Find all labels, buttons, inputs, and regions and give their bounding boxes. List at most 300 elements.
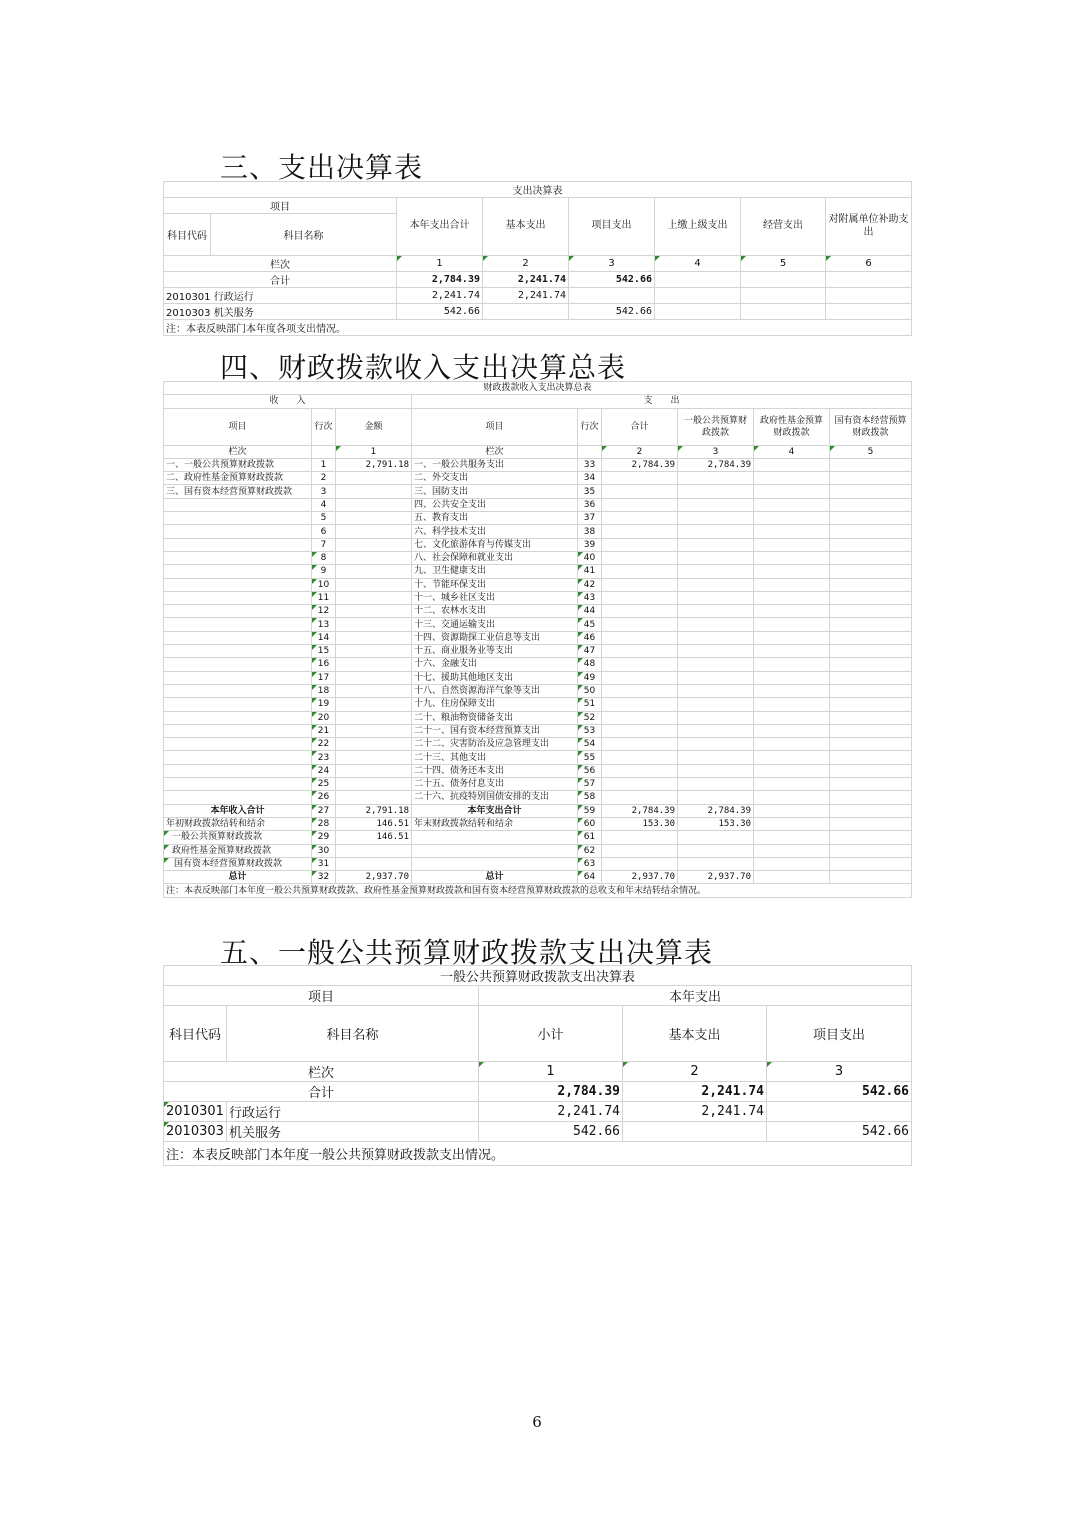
row-name: 机关服务 bbox=[227, 1122, 479, 1142]
cell bbox=[655, 304, 741, 320]
header-col: 项目支出 bbox=[569, 198, 655, 256]
table-row bbox=[164, 658, 912, 671]
income-item-cell bbox=[164, 631, 312, 644]
table-row bbox=[164, 591, 912, 604]
line-number-cell: 50 bbox=[578, 684, 602, 697]
table-row bbox=[164, 498, 912, 511]
fund-cell bbox=[754, 618, 830, 631]
table-row bbox=[164, 698, 912, 711]
table-row bbox=[164, 711, 912, 724]
expense-item-cell: 四、公共安全支出 bbox=[412, 498, 578, 511]
table-row bbox=[164, 538, 912, 551]
col-number: 3 bbox=[767, 1062, 912, 1082]
expense-item-cell: 十、节能环保支出 bbox=[412, 578, 578, 591]
lanci-label: 栏次 bbox=[164, 1062, 479, 1082]
fund-cell bbox=[754, 751, 830, 764]
income-item-cell: 三、国有资本经营预算财政拨款 bbox=[164, 485, 312, 498]
section-3-title: 三、支出决算表 bbox=[220, 151, 424, 184]
amount-cell bbox=[336, 512, 412, 525]
general-cell bbox=[678, 538, 754, 551]
header-item: 项目 bbox=[164, 408, 312, 445]
general-cell bbox=[678, 711, 754, 724]
line-number-cell: 41 bbox=[578, 565, 602, 578]
total-cell bbox=[602, 605, 678, 618]
sub-label: 政府性基金预算财政拨款 bbox=[164, 844, 312, 857]
col-number: 4 bbox=[754, 445, 830, 458]
expense-item-cell: 二十一、国有资本经营预算支出 bbox=[412, 724, 578, 737]
line-number-cell: 39 bbox=[578, 538, 602, 551]
general-cell bbox=[678, 778, 754, 791]
line-number-cell: 43 bbox=[578, 591, 602, 604]
grand-general: 2,937.70 bbox=[678, 871, 754, 884]
general-cell bbox=[678, 498, 754, 511]
amount-cell bbox=[336, 711, 412, 724]
table-row bbox=[164, 605, 912, 618]
general-cell bbox=[678, 684, 754, 697]
income-item-cell bbox=[164, 565, 312, 578]
lanci-label: 栏次 bbox=[412, 445, 578, 458]
expense-item-cell: 二十三、其他支出 bbox=[412, 751, 578, 764]
table-row bbox=[164, 512, 912, 525]
lanci-label: 栏次 bbox=[164, 445, 312, 458]
total-cell: 2,241.74 bbox=[623, 1082, 767, 1102]
header-amount: 金额 bbox=[336, 408, 412, 445]
state-cell bbox=[830, 645, 912, 658]
total-cell: 2,241.74 bbox=[483, 272, 569, 288]
amount-cell bbox=[336, 525, 412, 538]
total-cell bbox=[602, 591, 678, 604]
income-item-cell bbox=[164, 738, 312, 751]
general-cell: 2,784.39 bbox=[678, 458, 754, 471]
total-cell bbox=[602, 738, 678, 751]
state-cell bbox=[830, 618, 912, 631]
total-cell bbox=[741, 272, 826, 288]
expense-item-cell: 二十五、债务付息支出 bbox=[412, 778, 578, 791]
table-row bbox=[164, 578, 912, 591]
line-number-cell: 19 bbox=[312, 698, 336, 711]
line-number-cell: 47 bbox=[578, 645, 602, 658]
amount-cell bbox=[336, 738, 412, 751]
table-row bbox=[164, 631, 912, 644]
col-number: 5 bbox=[741, 256, 826, 272]
line-number-cell: 15 bbox=[312, 645, 336, 658]
income-item-cell bbox=[164, 645, 312, 658]
line-number-cell: 1 bbox=[312, 458, 336, 471]
header-state: 国有资本经营预算财政拨款 bbox=[830, 408, 912, 445]
end-general: 153.30 bbox=[678, 817, 754, 830]
line-number-cell: 3 bbox=[312, 485, 336, 498]
fund-cell bbox=[754, 591, 830, 604]
total-cell bbox=[602, 565, 678, 578]
header-item: 项目 bbox=[412, 408, 578, 445]
amount-cell bbox=[336, 778, 412, 791]
state-cell bbox=[830, 565, 912, 578]
line-number: 61 bbox=[578, 831, 602, 844]
total-cell bbox=[602, 551, 678, 564]
income-item-cell bbox=[164, 498, 312, 511]
amount-cell bbox=[336, 578, 412, 591]
expense-item-cell: 十九、住房保障支出 bbox=[412, 698, 578, 711]
total-cell bbox=[655, 272, 741, 288]
fund-cell bbox=[754, 671, 830, 684]
line-number-cell: 58 bbox=[578, 791, 602, 804]
fund-cell bbox=[754, 538, 830, 551]
line-number-cell: 25 bbox=[312, 778, 336, 791]
income-item-cell bbox=[164, 791, 312, 804]
line-number-cell: 46 bbox=[578, 631, 602, 644]
table-caption: 一般公共预算财政拨款支出决算表 bbox=[164, 966, 912, 986]
line-number: 60 bbox=[578, 817, 602, 830]
general-cell bbox=[678, 631, 754, 644]
table-row bbox=[164, 288, 912, 304]
expense-item-cell: 十八、自然资源海洋气象等支出 bbox=[412, 684, 578, 697]
col-number: 2 bbox=[483, 256, 569, 272]
line-number-cell: 9 bbox=[312, 565, 336, 578]
expense-item-cell: 二十、粮油物资储备支出 bbox=[412, 711, 578, 724]
line-number: 32 bbox=[312, 871, 336, 884]
header-col: 项目支出 bbox=[767, 1006, 912, 1062]
line-number-cell: 2 bbox=[312, 472, 336, 485]
fund-cell bbox=[754, 485, 830, 498]
general-cell bbox=[678, 565, 754, 578]
line-number-cell: 11 bbox=[312, 591, 336, 604]
table-note: 注：本表反映部门本年度一般公共预算财政拨款、政府性基金预算财政拨款和国有资本经营预算财政拨款的总收支和年末结转结余情况。 bbox=[164, 884, 912, 897]
fund-cell bbox=[754, 631, 830, 644]
cell: 2,241.74 bbox=[483, 288, 569, 304]
total-cell bbox=[826, 272, 912, 288]
section-4-title: 四、财政拨款收入支出决算总表 bbox=[220, 351, 627, 384]
fund-cell bbox=[754, 791, 830, 804]
lanci-label: 栏次 bbox=[164, 256, 397, 272]
total-cell: 2,784.39 bbox=[602, 458, 678, 471]
col-number: 1 bbox=[336, 445, 412, 458]
header-col: 上缴上级支出 bbox=[655, 198, 741, 256]
fund-cell bbox=[754, 565, 830, 578]
amount-cell bbox=[336, 684, 412, 697]
cell: 2,241.74 bbox=[623, 1102, 767, 1122]
line-number: 62 bbox=[578, 844, 602, 857]
expense-item-cell: 八、社会保障和就业支出 bbox=[412, 551, 578, 564]
sub-label: 一般公共预算财政拨款 bbox=[164, 831, 312, 844]
line-number-cell: 52 bbox=[578, 711, 602, 724]
general-cell bbox=[678, 791, 754, 804]
amount-cell bbox=[336, 751, 412, 764]
cell: 542.66 bbox=[569, 304, 655, 320]
line-number-cell: 12 bbox=[312, 605, 336, 618]
grand-label: 总计 bbox=[412, 871, 578, 884]
total-cell bbox=[602, 485, 678, 498]
income-item-cell bbox=[164, 764, 312, 777]
income-item-cell bbox=[164, 538, 312, 551]
general-cell bbox=[678, 485, 754, 498]
income-total-label: 本年收入合计 bbox=[164, 804, 312, 817]
table-row bbox=[164, 525, 912, 538]
table-row bbox=[164, 791, 912, 804]
cell bbox=[767, 1102, 912, 1122]
expense-item-cell: 十六、金融支出 bbox=[412, 658, 578, 671]
header-name: 科目名称 bbox=[227, 1006, 479, 1062]
header-col: 基本支出 bbox=[623, 1006, 767, 1062]
state-cell bbox=[830, 751, 912, 764]
line-number-cell: 18 bbox=[312, 684, 336, 697]
amount-cell bbox=[336, 618, 412, 631]
total-cell: 542.66 bbox=[767, 1082, 912, 1102]
amount-cell bbox=[336, 724, 412, 737]
header-name: 科目名称 bbox=[211, 214, 397, 256]
expense-item-cell: 二、外交支出 bbox=[412, 472, 578, 485]
income-total: 2,791.18 bbox=[336, 804, 412, 817]
expense-item-cell: 九、卫生健康支出 bbox=[412, 565, 578, 578]
income-item-cell bbox=[164, 605, 312, 618]
col-number: 1 bbox=[397, 256, 483, 272]
general-cell bbox=[678, 512, 754, 525]
expense-item-cell: 七、文化旅游体育与传媒支出 bbox=[412, 538, 578, 551]
total-cell bbox=[602, 751, 678, 764]
line-number-cell: 35 bbox=[578, 485, 602, 498]
fund-cell bbox=[754, 472, 830, 485]
line-number: 59 bbox=[578, 804, 602, 817]
amount-cell bbox=[336, 538, 412, 551]
row-label: 2010301 行政运行 bbox=[164, 288, 397, 304]
state-cell bbox=[830, 778, 912, 791]
state-cell bbox=[830, 684, 912, 697]
general-cell bbox=[678, 764, 754, 777]
total-cell bbox=[602, 525, 678, 538]
line-number: 31 bbox=[312, 857, 336, 870]
line-number-cell: 6 bbox=[312, 525, 336, 538]
amount-cell bbox=[336, 498, 412, 511]
header-line: 行次 bbox=[578, 408, 602, 445]
line-number-cell: 38 bbox=[578, 525, 602, 538]
table-row bbox=[164, 485, 912, 498]
general-cell bbox=[678, 751, 754, 764]
total-cell bbox=[602, 698, 678, 711]
header-col: 经营支出 bbox=[741, 198, 826, 256]
header-total: 合计 bbox=[602, 408, 678, 445]
table-caption: 财政拨款收入支出决算总表 bbox=[164, 382, 912, 395]
general-cell bbox=[678, 671, 754, 684]
table-row bbox=[164, 684, 912, 697]
total-cell bbox=[602, 671, 678, 684]
income-item-cell bbox=[164, 551, 312, 564]
total-cell bbox=[602, 618, 678, 631]
expense-item-cell: 二十六、抗疫特别国债安排的支出 bbox=[412, 791, 578, 804]
line-number-cell: 57 bbox=[578, 778, 602, 791]
state-cell bbox=[830, 605, 912, 618]
general-cell bbox=[678, 738, 754, 751]
header-col: 对附属单位补助支出 bbox=[826, 198, 912, 256]
col-number: 2 bbox=[602, 445, 678, 458]
state-cell bbox=[830, 711, 912, 724]
header-code: 科目代码 bbox=[164, 214, 211, 256]
state-cell bbox=[830, 724, 912, 737]
amount-cell bbox=[336, 671, 412, 684]
line-number-cell: 14 bbox=[312, 631, 336, 644]
header-item: 项目 bbox=[164, 198, 397, 214]
fund-cell bbox=[754, 578, 830, 591]
total-cell bbox=[602, 778, 678, 791]
line-number-cell: 54 bbox=[578, 738, 602, 751]
section-5-title: 五、一般公共预算财政拨款支出决算表 bbox=[220, 936, 714, 969]
state-cell bbox=[830, 551, 912, 564]
table-row bbox=[164, 304, 912, 320]
amount-cell bbox=[336, 658, 412, 671]
line-number-cell: 7 bbox=[312, 538, 336, 551]
general-cell bbox=[678, 605, 754, 618]
appropriation-summary-table bbox=[163, 381, 912, 898]
line-number-cell: 13 bbox=[312, 618, 336, 631]
header-col: 基本支出 bbox=[483, 198, 569, 256]
state-cell bbox=[830, 458, 912, 471]
col-number: 1 bbox=[479, 1062, 623, 1082]
amount-cell: 2,791.18 bbox=[336, 458, 412, 471]
page-number: 6 bbox=[532, 1413, 542, 1431]
line-number-cell: 42 bbox=[578, 578, 602, 591]
state-cell bbox=[830, 525, 912, 538]
table-row bbox=[164, 458, 912, 471]
state-cell bbox=[830, 698, 912, 711]
amount-cell bbox=[336, 485, 412, 498]
fund-cell bbox=[754, 498, 830, 511]
col-number: 6 bbox=[826, 256, 912, 272]
table-note: 注：本表反映部门本年度各项支出情况。 bbox=[164, 320, 912, 336]
row-label: 2010303 机关服务 bbox=[164, 304, 397, 320]
expense-header: 支 出 bbox=[412, 395, 912, 408]
table-row bbox=[164, 751, 912, 764]
end-label: 年末财政拨款结转和结余 bbox=[412, 817, 578, 830]
general-cell bbox=[678, 618, 754, 631]
income-item-cell bbox=[164, 751, 312, 764]
total-cell: 2,784.39 bbox=[397, 272, 483, 288]
table-row bbox=[164, 472, 912, 485]
fund-cell bbox=[754, 764, 830, 777]
header-line: 行次 bbox=[312, 408, 336, 445]
cell bbox=[741, 304, 826, 320]
total-cell bbox=[602, 791, 678, 804]
amount-cell bbox=[336, 591, 412, 604]
table-row bbox=[164, 1102, 912, 1122]
state-cell bbox=[830, 485, 912, 498]
line-number-cell: 36 bbox=[578, 498, 602, 511]
grand-amount: 2,937.70 bbox=[336, 871, 412, 884]
income-item-cell bbox=[164, 711, 312, 724]
state-cell bbox=[830, 578, 912, 591]
state-cell bbox=[830, 738, 912, 751]
state-cell bbox=[830, 498, 912, 511]
total-label: 合计 bbox=[164, 272, 397, 288]
line-number-cell: 24 bbox=[312, 764, 336, 777]
line-number-cell: 10 bbox=[312, 578, 336, 591]
state-cell bbox=[830, 764, 912, 777]
income-item-cell bbox=[164, 618, 312, 631]
sub-label: 国有资本经营预算财政拨款 bbox=[164, 857, 312, 870]
expense-total-label: 本年支出合计 bbox=[412, 804, 578, 817]
line-number-cell: 37 bbox=[578, 512, 602, 525]
cell bbox=[483, 304, 569, 320]
col-number: 4 bbox=[655, 256, 741, 272]
row-code: 2010303 bbox=[164, 1122, 227, 1142]
income-item-cell bbox=[164, 658, 312, 671]
line-number-cell: 20 bbox=[312, 711, 336, 724]
header-item: 项目 bbox=[164, 986, 479, 1006]
general-cell bbox=[678, 472, 754, 485]
table-row bbox=[164, 671, 912, 684]
line-number-cell: 56 bbox=[578, 764, 602, 777]
line-number-cell: 4 bbox=[312, 498, 336, 511]
cell bbox=[655, 288, 741, 304]
income-item-cell: 一、一般公共预算财政拨款 bbox=[164, 458, 312, 471]
table-row bbox=[164, 1122, 912, 1142]
expense-total: 2,784.39 bbox=[602, 804, 678, 817]
carry-label: 年初财政拨款结转和结余 bbox=[164, 817, 312, 830]
amount-cell bbox=[336, 551, 412, 564]
table-row bbox=[164, 565, 912, 578]
expense-total-general: 2,784.39 bbox=[678, 804, 754, 817]
income-item-cell bbox=[164, 724, 312, 737]
line-number: 29 bbox=[312, 831, 336, 844]
fund-cell bbox=[754, 525, 830, 538]
expense-item-cell: 十三、交通运输支出 bbox=[412, 618, 578, 631]
amount-cell bbox=[336, 631, 412, 644]
fund-cell bbox=[754, 684, 830, 697]
fund-cell bbox=[754, 698, 830, 711]
income-item-cell bbox=[164, 671, 312, 684]
total-cell bbox=[602, 724, 678, 737]
expense-item-cell: 二十四、债务还本支出 bbox=[412, 764, 578, 777]
income-item-cell bbox=[164, 684, 312, 697]
amount-cell bbox=[336, 565, 412, 578]
income-item-cell bbox=[164, 591, 312, 604]
state-cell bbox=[830, 591, 912, 604]
expense-item-cell: 一、一般公共服务支出 bbox=[412, 458, 578, 471]
line-number: 63 bbox=[578, 857, 602, 870]
cell bbox=[826, 304, 912, 320]
total-cell bbox=[602, 512, 678, 525]
state-cell bbox=[830, 472, 912, 485]
line-number: 30 bbox=[312, 844, 336, 857]
general-cell bbox=[678, 645, 754, 658]
total-cell bbox=[602, 645, 678, 658]
total-cell bbox=[602, 578, 678, 591]
state-cell bbox=[830, 538, 912, 551]
header-col: 本年支出合计 bbox=[397, 198, 483, 256]
fund-cell bbox=[754, 458, 830, 471]
line-number-cell: 16 bbox=[312, 658, 336, 671]
fund-cell bbox=[754, 605, 830, 618]
line-number-cell: 23 bbox=[312, 751, 336, 764]
fund-cell bbox=[754, 738, 830, 751]
fund-cell bbox=[754, 645, 830, 658]
state-cell bbox=[830, 631, 912, 644]
table-row bbox=[164, 618, 912, 631]
state-cell bbox=[830, 658, 912, 671]
line-number-cell: 22 bbox=[312, 738, 336, 751]
expense-item-cell: 二十二、灾害防治及应急管理支出 bbox=[412, 738, 578, 751]
col-number: 2 bbox=[623, 1062, 767, 1082]
fund-cell bbox=[754, 724, 830, 737]
line-number-cell: 8 bbox=[312, 551, 336, 564]
total-cell bbox=[602, 472, 678, 485]
line-number-cell: 5 bbox=[312, 512, 336, 525]
header-fund: 政府性基金预算财政拨款 bbox=[754, 408, 830, 445]
total-cell bbox=[602, 711, 678, 724]
line-number-cell: 49 bbox=[578, 671, 602, 684]
table-row bbox=[164, 551, 912, 564]
state-cell bbox=[830, 512, 912, 525]
line-number-cell: 45 bbox=[578, 618, 602, 631]
col-number: 3 bbox=[678, 445, 754, 458]
total-cell bbox=[602, 498, 678, 511]
